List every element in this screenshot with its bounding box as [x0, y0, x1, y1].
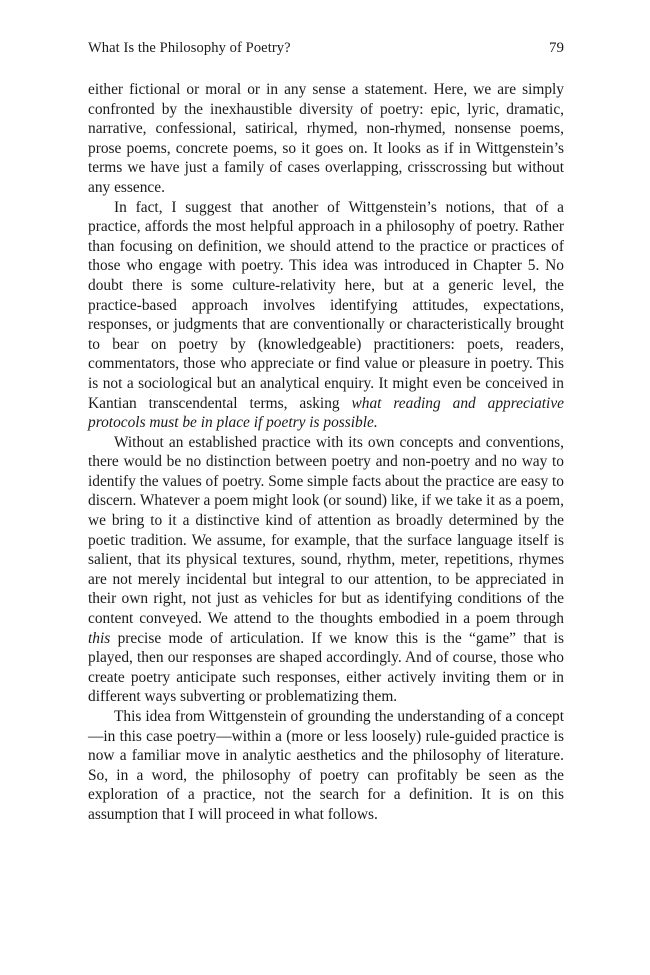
paragraph-4: [88, 707, 564, 825]
paragraph-1: [88, 80, 564, 198]
paragraph-3-text: Without an established practice with its own concepts and conventions, there would be no distinction between poetry and non-poetry and no way to identify the values of poetry. Some simple facts about the practice are easy to discern. Whatever a poem might look (or sound) like, if we take it as a poem, we bring to it a distinctive kind of attention as broadly determined by the poetic tradition. We assume, for example, that the surface language itself is salient, that its physical textures, sound, rhythm, meter, repetitions, rhymes are not merely incidental but integral to our attention, to be appreciated in their own right, not just as vehicles for but as identifying conditions of the content conveyed. We attend to the thoughts embodied in a poem through: [88, 433, 564, 628]
running-title: What Is the Philosophy of Poetry?: [88, 40, 291, 56]
running-head: [88, 40, 564, 62]
paragraph-3-italic: this: [88, 629, 111, 647]
body-text: [88, 80, 564, 825]
paragraph-3-end: precise mode of articulation. If we know this is the “game” that is played, then our responses are shaped accordingly. And of course, those who create poetry anticipate such responses, either actively inviting them or in different ways subverting or problematizing them.: [88, 629, 564, 706]
paragraph-1-text: either fictional or moral or in any sense a statement. Here, we are simply confronted by the inexhaustible diversity of poetry: epic, lyric, dramatic, narrative, confessional, satirical, rhymed, non-rhymed, nonsense poems, prose poems, concrete poems, so it goes on. It looks as if in Wittgenstein’s terms we have just a family of cases overlapping, crisscrossing but without any essence.: [88, 81, 564, 196]
paragraph-4-text: This idea from Wittgenstein of grounding the understanding of a concept—in this case poetry—within a (more or less loosely) rule-guided practice is now a familiar move in analytic aesthetics and the philosophy of literature. So, in a word, the philosophy of poetry can profitably be seen as the exploration of a practice, not the search for a definition. It is on this assumption that I will proceed in what follows.: [88, 708, 564, 823]
paragraph-3: [88, 433, 564, 707]
paragraph-2-text: In fact, I suggest that another of Wittgenstein’s notions, that of a practice, affords the most helpful approach in a philosophy of poetry. Rather than focusing on definition, we should attend to the practice or practices of those who engage with poetry. This idea was introduced in Chapter 5. No doubt there is some culture-relativity here, but at a generic level, the practice-based approach involves identifying attitudes, expectations, responses, or judgments that are conventionally or characteristically brought to bear on poetry by (knowledgeable) practitioners: poets, readers, commentators, those who appreciate or find value or pleasure in poetry. This is not a sociological but an analytical enquiry. It might even be conceived in Kantian transcendental terms, asking: [88, 198, 564, 412]
page-number: 79: [549, 40, 564, 56]
paragraph-2-italic: what reading and appreciative protocols must be in place if poetry is possible: [88, 394, 564, 432]
paragraph-2-end: .: [373, 414, 378, 432]
paragraph-2: [88, 198, 564, 433]
